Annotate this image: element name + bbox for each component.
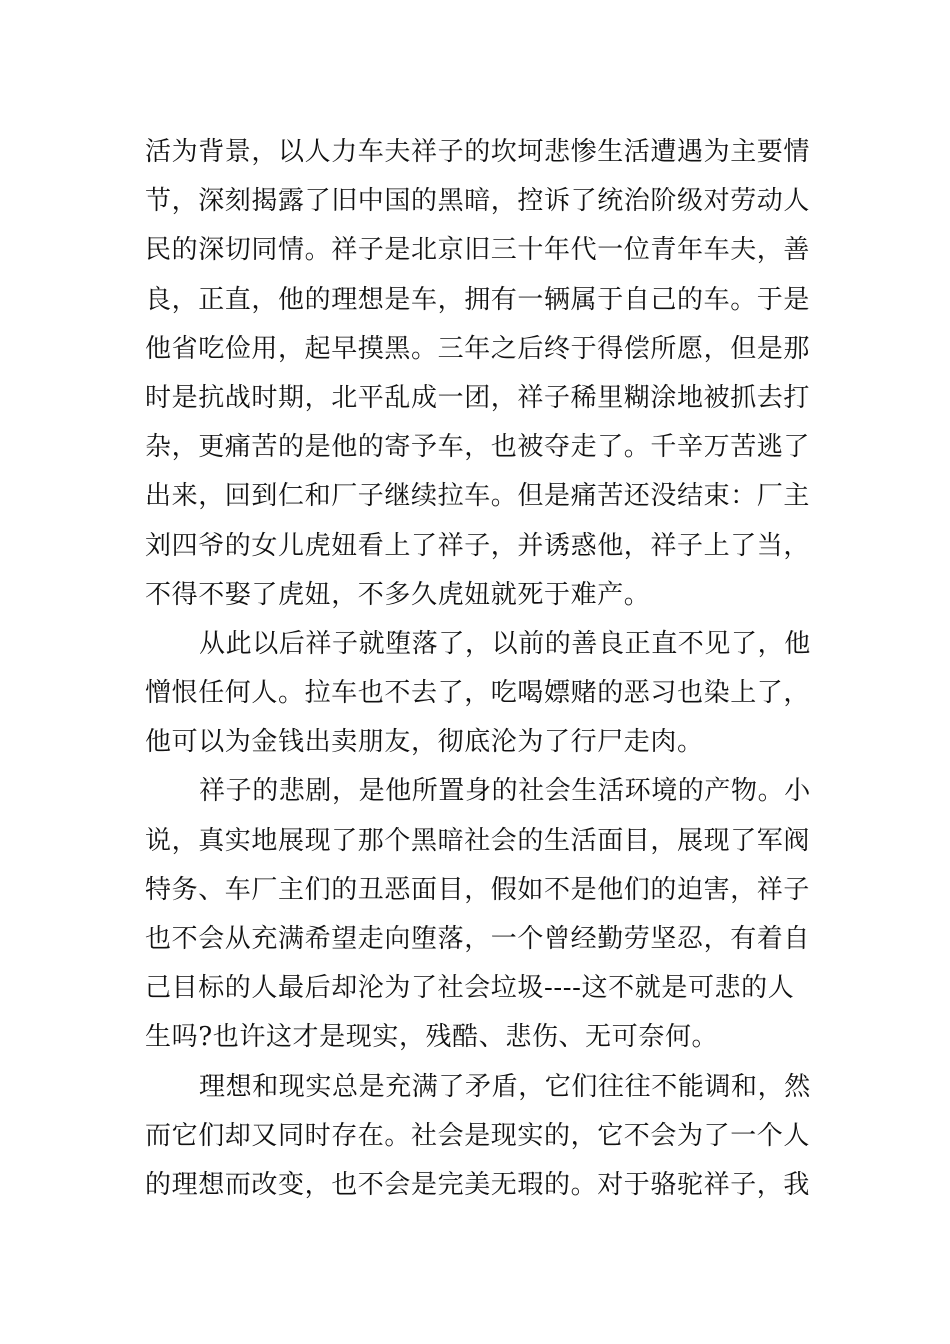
text-line: 民的深切同情。祥子是北京旧三十年代一位青年车夫，善	[145, 235, 811, 266]
text-line: 的理想而改变，也不会是完美无瑕的。对于骆驼祥子，我	[145, 1169, 811, 1200]
text-line: 特务、车厂主们的丑恶面目，假如不是他们的迫害，祥子	[145, 874, 811, 905]
text-line: 出来，回到仁和厂子继续拉车。但是痛苦还没结束：厂主	[145, 481, 811, 512]
text-line: 良，正直，他的理想是车，拥有一辆属于自己的车。于是	[145, 284, 811, 315]
text-line: 刘四爷的女儿虎妞看上了祥子，并诱惑他，祥子上了当，	[145, 530, 811, 561]
paragraph-first-line: 从此以后祥子就堕落了，以前的善良正直不见了，他	[199, 628, 811, 659]
paragraph-first-line: 祥子的悲剧，是他所置身的社会生活环境的产物。小	[199, 776, 811, 807]
text-line: 生吗?也许这才是现实，残酷、悲伤、无可奈何。	[145, 1022, 719, 1053]
text-line: 不得不娶了虎妞，不多久虎妞就死于难产。	[145, 579, 651, 610]
text-line: 时是抗战时期，北平乱成一团，祥子稀里糊涂地被抓去打	[145, 382, 811, 413]
text-line: 他省吃俭用，起早摸黑。三年之后终于得偿所愿，但是那	[145, 333, 811, 364]
text-line: 而它们却又同时存在。社会是现实的，它不会为了一个人	[145, 1120, 811, 1151]
text-line: 己目标的人最后却沦为了社会垃圾----这不就是可悲的人	[145, 973, 795, 1004]
text-line: 杂，更痛苦的是他的寄予车，也被夺走了。千辛万苦逃了	[145, 432, 811, 463]
text-line: 他可以为金钱出卖朋友，彻底沦为了行尸走肉。	[145, 727, 704, 758]
paragraph-first-line: 理想和现实总是充满了矛盾，它们往往不能调和，然	[199, 1071, 811, 1102]
text-line: 活为背景，以人力车夫祥子的坎坷悲惨生活遭遇为主要情	[145, 137, 811, 167]
document-body	[145, 128, 811, 1210]
text-line: 也不会从充满希望走向堕落，一个曾经勤劳坚忍，有着自	[145, 924, 811, 954]
text-line: 说，真实地展现了那个黑暗社会的生活面目，展现了军阀	[145, 825, 811, 856]
text-line: 节，深刻揭露了旧中国的黑暗，控诉了统治阶级对劳动人	[145, 186, 811, 217]
text-line: 憎恨任何人。拉车也不去了，吃喝嫖赌的恶习也染上了，	[145, 678, 811, 709]
